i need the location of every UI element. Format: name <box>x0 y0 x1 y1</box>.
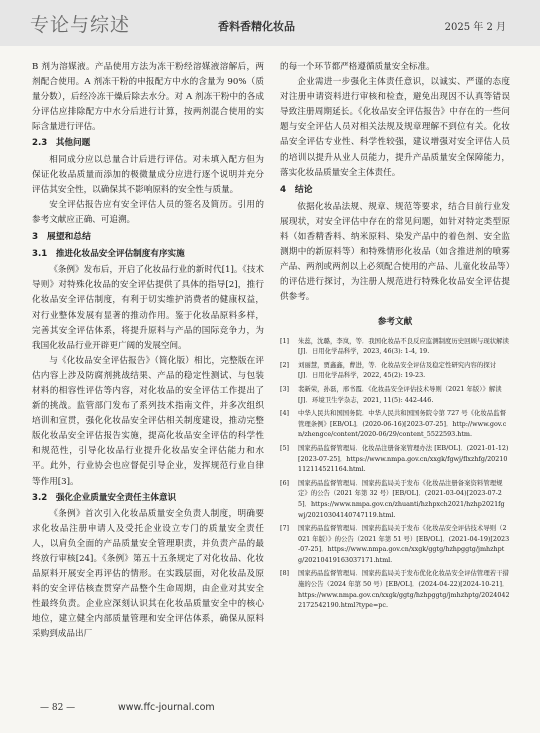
paragraph: 企业需进一步强化主体责任意识，以诚实、严谨的态度对注册申请资料进行审核和检查，避免出现因不认真等错误导致注册周期延长。《化妆品安全评估报告》中存在的一些问题与安全评估人员对相关法规及规章理解不到位有关。化妆品安全评估专业性、科学性较强，建议增强对安全评估人员的培训以提升从业人员能力，提升产品质量安全保障能力，落实化妆品质量安全主体责任。 <box>280 77 510 178</box>
reference-text: 国家药品监督管理局．国家药监局关于发布《化妆品注册备案资料管理规定》的公告（2021 年第 32 号）[EB/OL]．(2021-03-04)[2023-07-25]．https://www.nmpa.gov.cn/zhuanti/hzhpxch2021/hzhp2021fgwj/20210304140747119.html. <box>298 478 505 519</box>
reference-text: 刘丽慧，贾鑫鑫，曹进，等．化妆品安全评估及稳定性研究内容的探讨 [J]．日用化学品科学，2022, 45(2): 19-23. <box>298 360 497 380</box>
reference-item <box>280 568 510 610</box>
reference-number: [8] <box>280 569 290 578</box>
reference-number: [6] <box>280 478 290 487</box>
reference-number: [1] <box>280 336 290 345</box>
paragraph: 相同成分应以总量合计后进行评估。对未填入配方但为保证化妆品质量而添加的极微量成分应进行逐个说明并充分评估其安全性，以确保其不影响原料的安全性与质量。 <box>32 154 264 195</box>
reference-item <box>280 408 510 440</box>
left-column <box>32 60 264 675</box>
reference-item <box>280 443 510 475</box>
reference-number: [4] <box>280 409 290 418</box>
reference-number: [3] <box>280 384 290 393</box>
right-column <box>280 60 510 675</box>
heading-3: 3 展望和总结 <box>32 232 91 243</box>
paragraph: 《条例》首次引入化妆品质量安全负责人制度，明确要求化妆品注册申请人及受托企业设立专门的质量安全责任人，以肩负全面的产品质量安全管理职责，并负责产品的最终放行审核[24]。《条例》第五十五条规定了对化妆品、化妆品原料开展安全再评估的情形。在实践层面，对化妆品及原料的安全评估核查贯穿产品整个生命周期，由企业对其安全性最终负责。企业应深刻认识其在化妆品质量安全中的核心地位，建立健全内部质量管理和安全评估体系，确保从原料采购到成品出厂 <box>32 508 264 640</box>
journal-url: www.ffc-journal.com <box>118 702 215 713</box>
reference-text: 国家药品监督管理局．国家药监局关于发布《化妆品安全评估技术导则（2021 年版）》的公告（2021 年第 51 号）[EB/OL]．(2021-04-19)[2023-07-25]．https://www.nmpa.gov.cn/xxgk/ggtg/hzhpggtg/jmhzhptg/20210419163037171.html. <box>298 524 510 564</box>
reference-item <box>280 523 510 565</box>
reference-text: 国家药品监督管理局．国家药监局关于发布优化化妆品安全评估管理若干措施的公告（2024 年第 50 号）[EB/OL]．(2024-04-22)[2024-10-21]．https://www.nmpa.gov.cn/xxgk/ggtg/hzhpggtg/jmhzhptg/20240422172542190.html?type=pc. <box>298 569 510 610</box>
heading-4: 4 结论 <box>280 184 313 195</box>
reference-number: [7] <box>280 524 290 533</box>
paragraph: 依据化妆品法规、规章、规范等要求，结合目前行业发展现状，对安全评估中存在的常见问题，如针对特定类型原料（如香精香料、纳米原料、染发产品中的着色剂、安全监测期中的新原料等）和特殊情形化妆品（如含推进剂的喷雾产品、两剂或两剂以上必须配合使用的产品、儿童化妆品等）的评估进行探讨，为注册人规范进行特殊化妆品安全评估提供参考。 <box>280 201 510 303</box>
reference-text: 朱蕊，沈璐，李岚，等．我国化妆品不良反应监测制度历史回顾与现状解读 [J]．日用化学品科学，2023, 46(3): 1-4, 19. <box>298 336 509 356</box>
paragraph: 《条例》发布后，开启了化妆品行业的新时代[1]。《技术导则》对特殊化妆品的安全评估提供了具体的指导[2]，推行化妆品安全评估制度，有利于切实维护消费者的健康权益，对行业整体发展有显著的推动作用。鉴于化妆品原料多样，完善其安全评估体系，将提升原料与产品的国际竞争力，为我国化妆品行业开辟更广阔的发展空间。 <box>32 265 264 351</box>
heading-3-2: 3.2 强化企业质量安全责任主体意识 <box>32 492 177 503</box>
reference-item <box>280 478 510 520</box>
reference-item <box>280 384 510 405</box>
reference-text: 中华人民共和国国务院．中华人民共和国国务院令第 727 号《化妆品监督管理条例》[EB/OL]．(2020-06-16)[2023-07-25]．http://www.gov.cn/zhengce/content/2020-06/29/content_5522593.htm. <box>298 409 507 439</box>
paragraph: 的每一个环节都严格遵循质量安全标准。 <box>280 62 435 72</box>
section-title: 专论与综述 <box>30 14 131 36</box>
heading-3-1: 3.1 推进化妆品安全评估制度有序实施 <box>32 249 185 260</box>
reference-item <box>280 336 510 357</box>
page-header <box>0 0 540 46</box>
paragraph: 与《化妆品安全评估报告》（简化版）相比，完整版在评估内容上涉及防腐剂挑战结果、产品的稳定性测试、与包装材料的相容性评估等内容，对化妆品的安全评估工作提出了新的挑战。监管部门发布了系列技术指南文件，并多次组织培训和宣贯，强化化妆品安全评估相关制度建设，推动完整版化妆品安全评估报告实施，提高化妆品安全评估的科学性和规范性，引导化妆品行业提升化妆品安全评估能力和水平。此外，行业协会也应督促引导企业，发挥规范行业自律等作用[3]。 <box>32 355 264 487</box>
paragraph: B 剂为溶媒液。产品使用方法为冻干粉经溶媒液溶解后，两剂配合使用。A 剂冻干粉的申报配方中水的含量为 90%（质量分数），后经冷冻干燥后除去水分。对 A 剂冻干粉中的各成分评估应排除配方中水分后进行计算，按两剂混合使用的实际含量进行评估。 <box>32 62 264 133</box>
reference-number: [2] <box>280 360 290 369</box>
reference-text: 国家药品监督管理局．化妆品注册备案管理办法 [EB/OL]．(2021-01-12)[2023-07-25]．https://www.nmpa.gov.cn/xxgk/fgwj/flxzhfg/20210112114521164.html. <box>298 443 509 474</box>
journal-name: 香料香精化妆品 <box>218 20 295 33</box>
issue-date: 2025 年 2 月 <box>444 22 506 33</box>
heading-2-3: 2.3 其他问题 <box>32 138 91 149</box>
reference-text: 裴新荣，孙磊，邢书霞．《化妆品安全评估技术导则（2021 年版）》解读 [J]．环境卫生学杂志，2021, 11(5): 442-446. <box>298 384 502 404</box>
paragraph: 安全评估报告应有安全评估人员的签名及简历。引用的参考文献应正确、可追溯。 <box>32 199 264 225</box>
page-number: — 82 — <box>40 703 76 713</box>
references-title: 参考文献 <box>377 316 413 327</box>
reference-item <box>280 360 510 381</box>
references-list <box>280 336 510 611</box>
reference-number: [5] <box>280 443 290 452</box>
